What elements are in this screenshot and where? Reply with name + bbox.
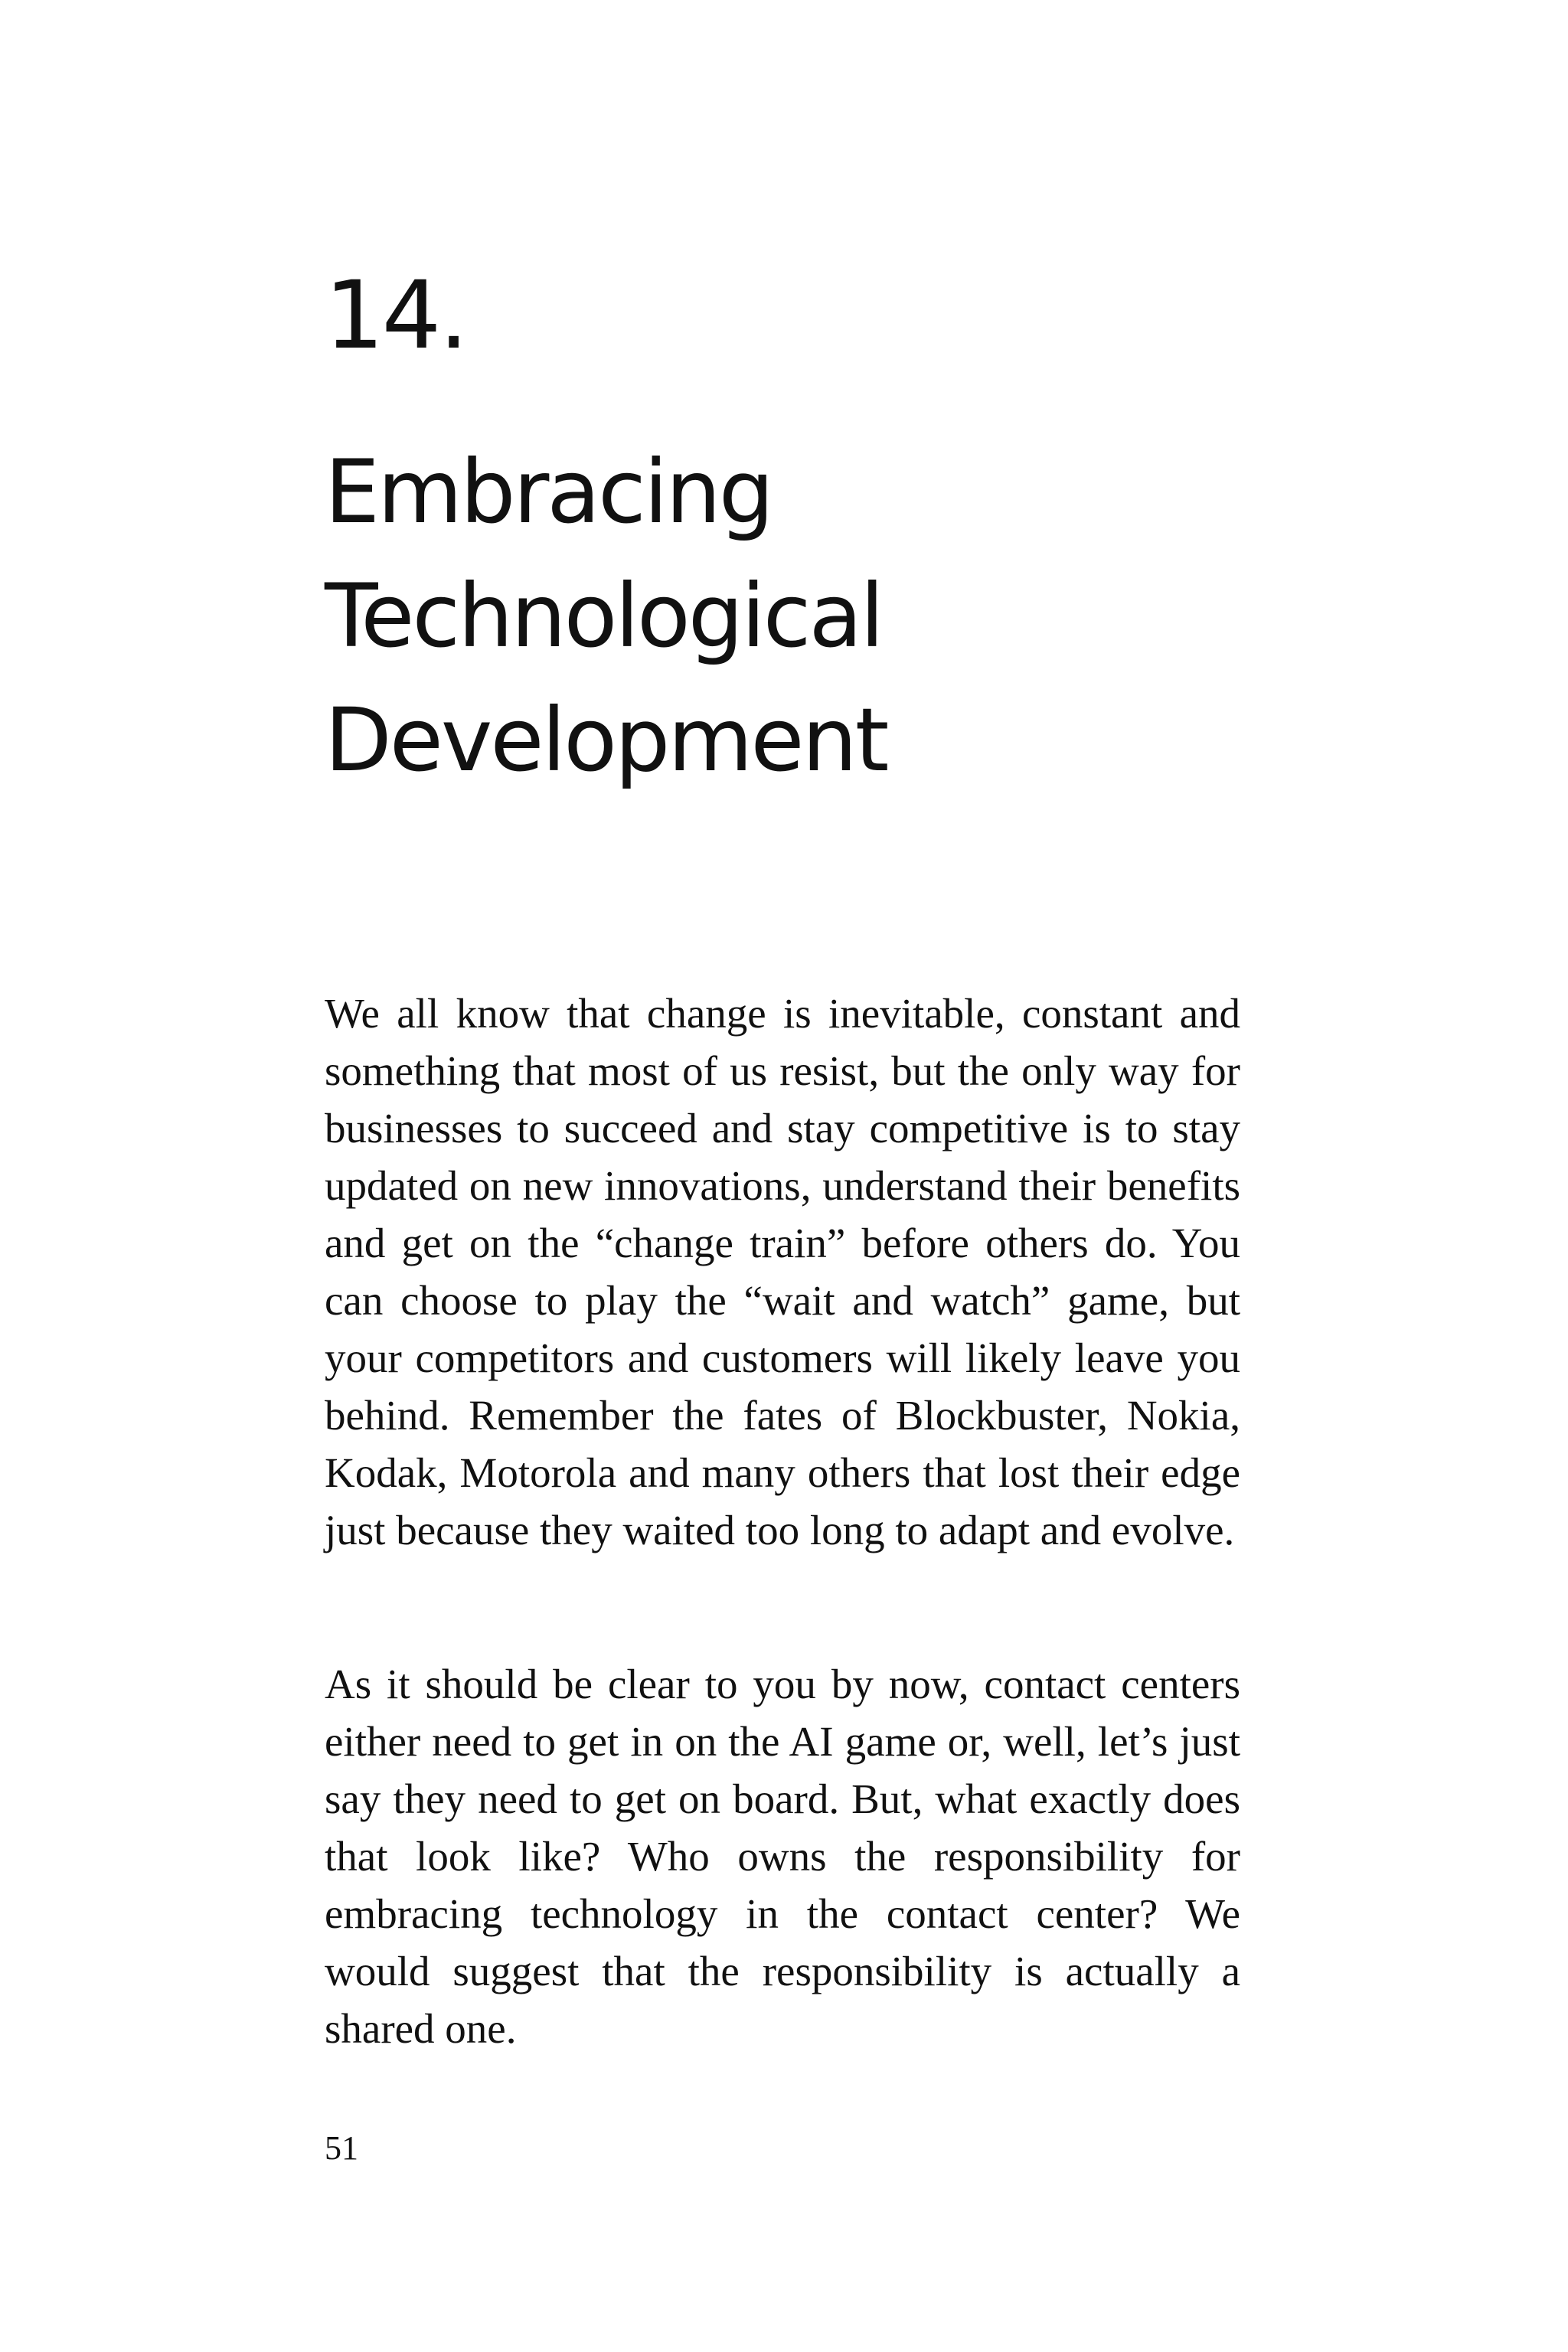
- chapter-title: [325, 430, 1320, 802]
- body-paragraph: We all know that change is inevitable, constant and something that most of us resist, but the only way for businesses to succeed and stay competitive is to stay updated on new innovations, understand their benefits and get on the “change train” before others do. You can choose to play the “wait and watch” game, but your competitors and customers will likely leave you behind. Remember the fates of Blockbuster, Nokia, Kodak, Motorola and many others that lost their edge just because they waited too long to adapt and evolve.: [325, 990, 1240, 1553]
- chapter-title-line: Embracing: [325, 441, 773, 543]
- chapter-title-line: Technological: [325, 565, 882, 667]
- chapter-number: 14.: [325, 261, 467, 370]
- chapter-title-line: Development: [325, 689, 887, 791]
- body-paragraph: As it should be clear to you by now, contact centers either need to get in on the AI game or, well, let’s just say they need to get on board. But, what exactly does that look like? Who owns the responsibility for embracing technology in the contact center? We would suggest that the responsibility is actually a shared one.: [325, 1661, 1240, 2052]
- page-number: 51: [325, 2129, 358, 2167]
